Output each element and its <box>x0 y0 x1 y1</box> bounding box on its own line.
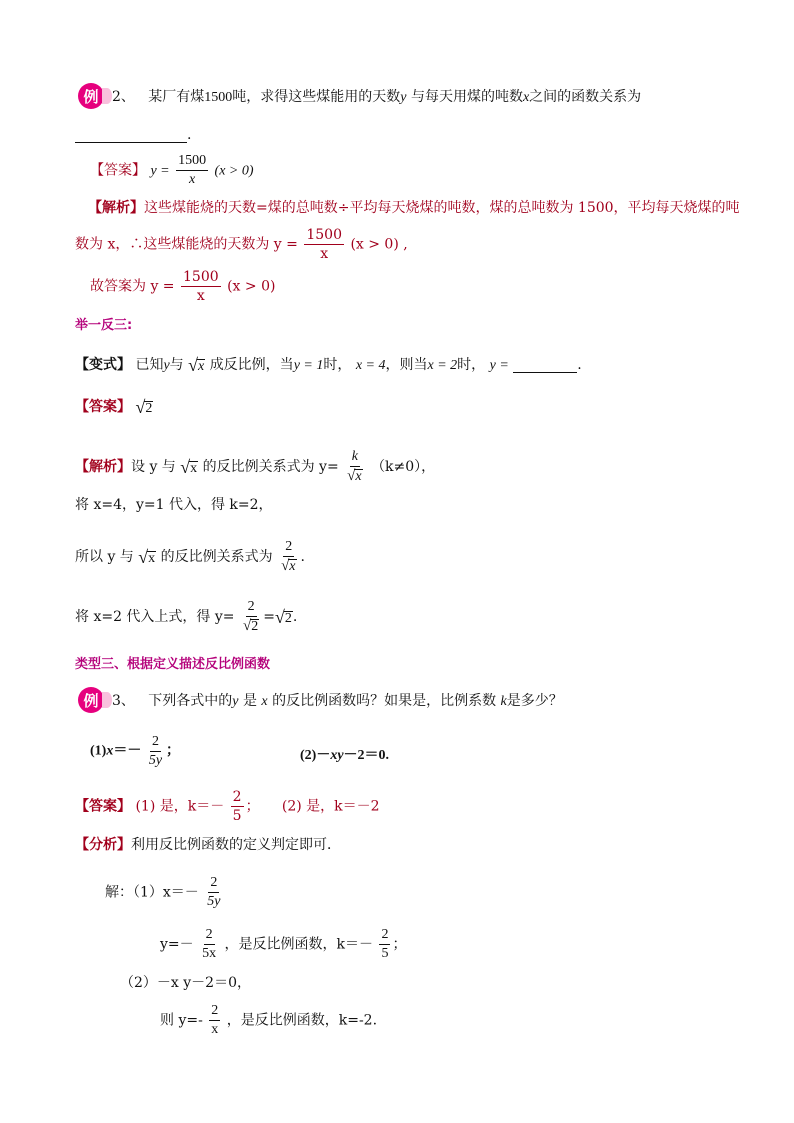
solution-line-2: y=－ $\frac{2}{5x}$ ，是反比例函数，k＝－ $\frac{2}{5}$ ； <box>160 927 407 961</box>
example-3-analysis: 【分析】利用反比例函数的定义判定即可． <box>75 837 341 853</box>
example-3-question: 3、 下列各式中的y 是 x 的反比例函数吗？如果是，比例系数 k是多少？ <box>112 693 563 709</box>
example-3-part-1: (1)x＝－ $\frac{2}{5y}$ ； <box>90 734 181 768</box>
variant-analysis-2: 将 x=4，y=1 代入，得 k=2， <box>75 497 273 513</box>
variant-question: 【变式】 已知y与 √ x 成反比例，当y = 1时， x = 4，则当x = 2时， y = . <box>75 355 582 375</box>
example-2-final-answer: 故答案为 y = $\frac{1500}{x}$ (x > 0) <box>90 269 276 304</box>
example-2-question: 2、 某厂有煤1500吨，求得这些煤能用的天数y 与每天用煤的吨数x之间的函数关系为 <box>112 89 642 105</box>
example-2-badge-icon: 例 <box>78 83 104 109</box>
solution-line-3: （2）－x y－2＝0， <box>120 975 251 991</box>
example-2-analysis-line2: 数为 x，∴这些煤能烧的天数为 y = $\frac{1500}{x}$ (x > 0) , <box>75 227 408 262</box>
variant-analysis-4: 将 x=2 代入上式，得 y= 2 √ 2 = √ 2 . <box>75 599 298 634</box>
example-3-part-2: (2)－xy－2＝0. <box>300 748 390 763</box>
variant-analysis-1: 【解析】设 y 与 √ x 的反比例关系式为 y= k √ x （k≠0）， <box>75 449 436 484</box>
variant-analysis-3: 所以 y 与 √ x 的反比例关系式为 2 √ x . <box>75 539 305 574</box>
solution-line-1: 解：（1）x＝－ $\frac{2}{5y}$ <box>105 875 221 909</box>
variant-heading: 举一反三: <box>75 318 133 333</box>
example-2-analysis-line1: 【解析】这些煤能烧的天数=煤的总吨数÷平均每天烧煤的吨数，煤的总吨数为 1500，平均每天烧煤的吨 <box>88 200 740 216</box>
answer-blank: . <box>75 128 191 143</box>
example-3-badge-icon: 例 <box>78 687 104 713</box>
type-3-heading: 类型三、根据定义描述反比例函数 <box>75 657 271 672</box>
example-2-answer: 【答案】 y = $\frac{1500}{x}$ (x > 0) <box>90 153 254 187</box>
solution-line-4: 则 y=- $\frac{2}{x}$ ，是反比例函数，k=-2. <box>160 1003 378 1037</box>
variant-answer: 【答案】 √ 2 <box>75 397 153 417</box>
example-3-answer: 【答案】 (1) 是，k＝－ $\frac{2}{5}$ ； (2) 是，k＝－2 <box>75 789 380 824</box>
